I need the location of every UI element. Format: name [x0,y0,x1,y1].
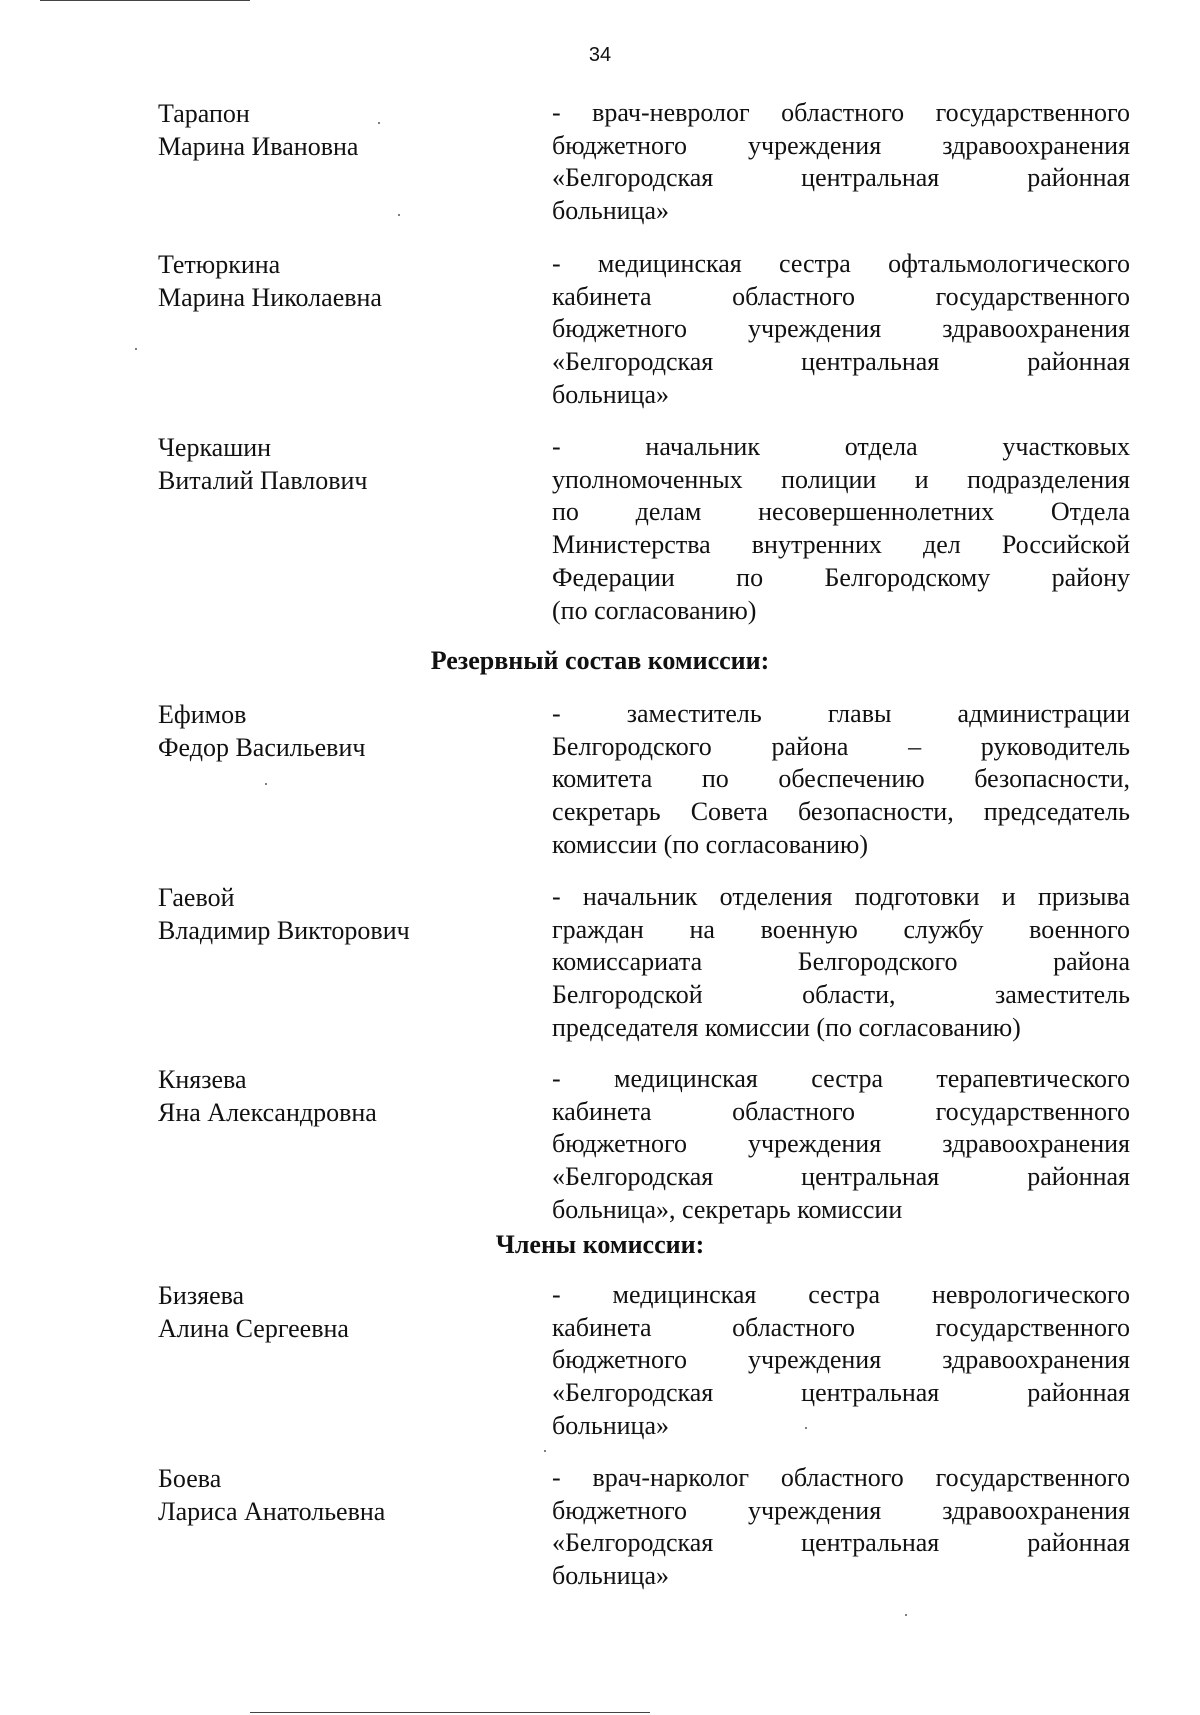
scan-speck [905,1614,907,1616]
position-line: Министерства внутренних дел Российской [552,530,1130,560]
position-line: больница» [552,1561,669,1591]
person-name [158,1063,538,1129]
position-line: бюджетного учреждения здравоохранения [552,130,1130,160]
members-section-heading: Члены комиссии: [495,1230,705,1259]
position-line: «Белгородская центральная районная [552,1378,1130,1408]
position-line: кабинета областного государственного [552,281,1130,311]
person-surname: Ефимов [158,700,247,729]
position-line: секретарь Совета безопасности, председатель [552,797,1130,827]
person-position [552,698,1130,862]
position-line: «Белгородская центральная районная [552,1162,1130,1192]
person-given-names: Марина Ивановна [158,132,359,161]
position-line: «Белгородская центральная районная [552,347,1130,377]
position-line: - врач-невролог областного государственного [552,98,1130,127]
scan-speck [398,214,400,216]
position-line: больница» [552,196,669,226]
position-line: - врач-нарколог областного государственного [552,1463,1130,1492]
position-line: больница», секретарь комиссии [552,1194,903,1224]
person-surname: Гаевой [158,883,235,912]
person-surname: Бизяева [158,1281,245,1310]
scan-speck [265,783,267,785]
page-number: 34 [588,44,612,66]
person-name [158,1462,538,1528]
position-line: кабинета областного государственного [552,1312,1130,1342]
position-line: «Белгородская центральная районная [552,163,1130,193]
person-name [158,881,538,947]
position-line: уполномоченных полиции и подразделения [552,464,1130,494]
position-line: комитета по обеспечению безопасности, [552,764,1130,794]
person-name [158,248,538,314]
position-line: - начальник отделения подготовки и призыва [552,882,1130,911]
position-line: - медицинская сестра неврологического [552,1280,1130,1309]
scan-speck [544,1450,546,1452]
scan-artifact-top [40,0,250,1]
person-surname: Боева [158,1464,222,1493]
person-given-names: Алина Сергеевна [158,1314,349,1343]
position-line: бюджетного учреждения здравоохранения [552,1495,1130,1525]
person-surname: Тетюркина [158,250,281,279]
position-line: больница» [552,1410,669,1440]
position-line: председателя комиссии (по согласованию) [552,1012,1021,1042]
position-line: комиссариата Белгородского района [552,947,1130,977]
position-line: - медицинская сестра офтальмологического [552,249,1130,278]
scan-artifact-bottom [250,1712,650,1713]
person-given-names: Яна Александровна [158,1098,377,1127]
position-line: кабинета областного государственного [552,1096,1130,1126]
position-line: по делам несовершеннолетних Отдела [552,497,1130,527]
person-given-names: Виталий Павлович [158,466,368,495]
person-given-names: Марина Николаевна [158,283,382,312]
position-line: бюджетного учреждения здравоохранения [552,314,1130,344]
position-line: комиссии (по согласованию) [552,829,868,859]
person-given-names: Лариса Анатольевна [158,1497,386,1526]
person-position [552,248,1130,412]
position-line: - начальник отдела участковых [552,432,1130,461]
person-given-names: Владимир Викторович [158,916,410,945]
scan-speck [135,348,137,350]
position-line: - заместитель главы администрации [552,699,1130,728]
position-line: больница» [552,379,669,409]
person-surname: Тарапон [158,99,250,128]
position-line: (по согласованию) [552,595,757,625]
position-line: бюджетного учреждения здравоохранения [552,1345,1130,1375]
position-line: «Белгородская центральная районная [552,1528,1130,1558]
person-position [552,881,1130,1045]
position-line: граждан на военную службу военного [552,914,1130,944]
position-line: бюджетного учреждения здравоохранения [552,1129,1130,1159]
person-position [552,1063,1130,1227]
person-position [552,97,1130,228]
position-line: Белгородского района – руководитель [552,731,1130,761]
person-position [552,431,1130,627]
person-position [552,1279,1130,1443]
person-surname: Черкашин [158,433,272,462]
person-position [552,1462,1130,1593]
position-line: - медицинская сестра терапевтического [552,1064,1130,1093]
position-line: Белгородской области, заместитель [552,980,1130,1010]
person-name [158,97,538,163]
person-name [158,1279,538,1345]
person-given-names: Федор Васильевич [158,733,366,762]
person-surname: Князева [158,1065,247,1094]
person-name [158,698,538,764]
person-name [158,431,538,497]
reserve-section-heading: Резервный состав комиссии: [430,646,770,675]
position-line: Федерации по Белгородскому району [552,562,1130,592]
